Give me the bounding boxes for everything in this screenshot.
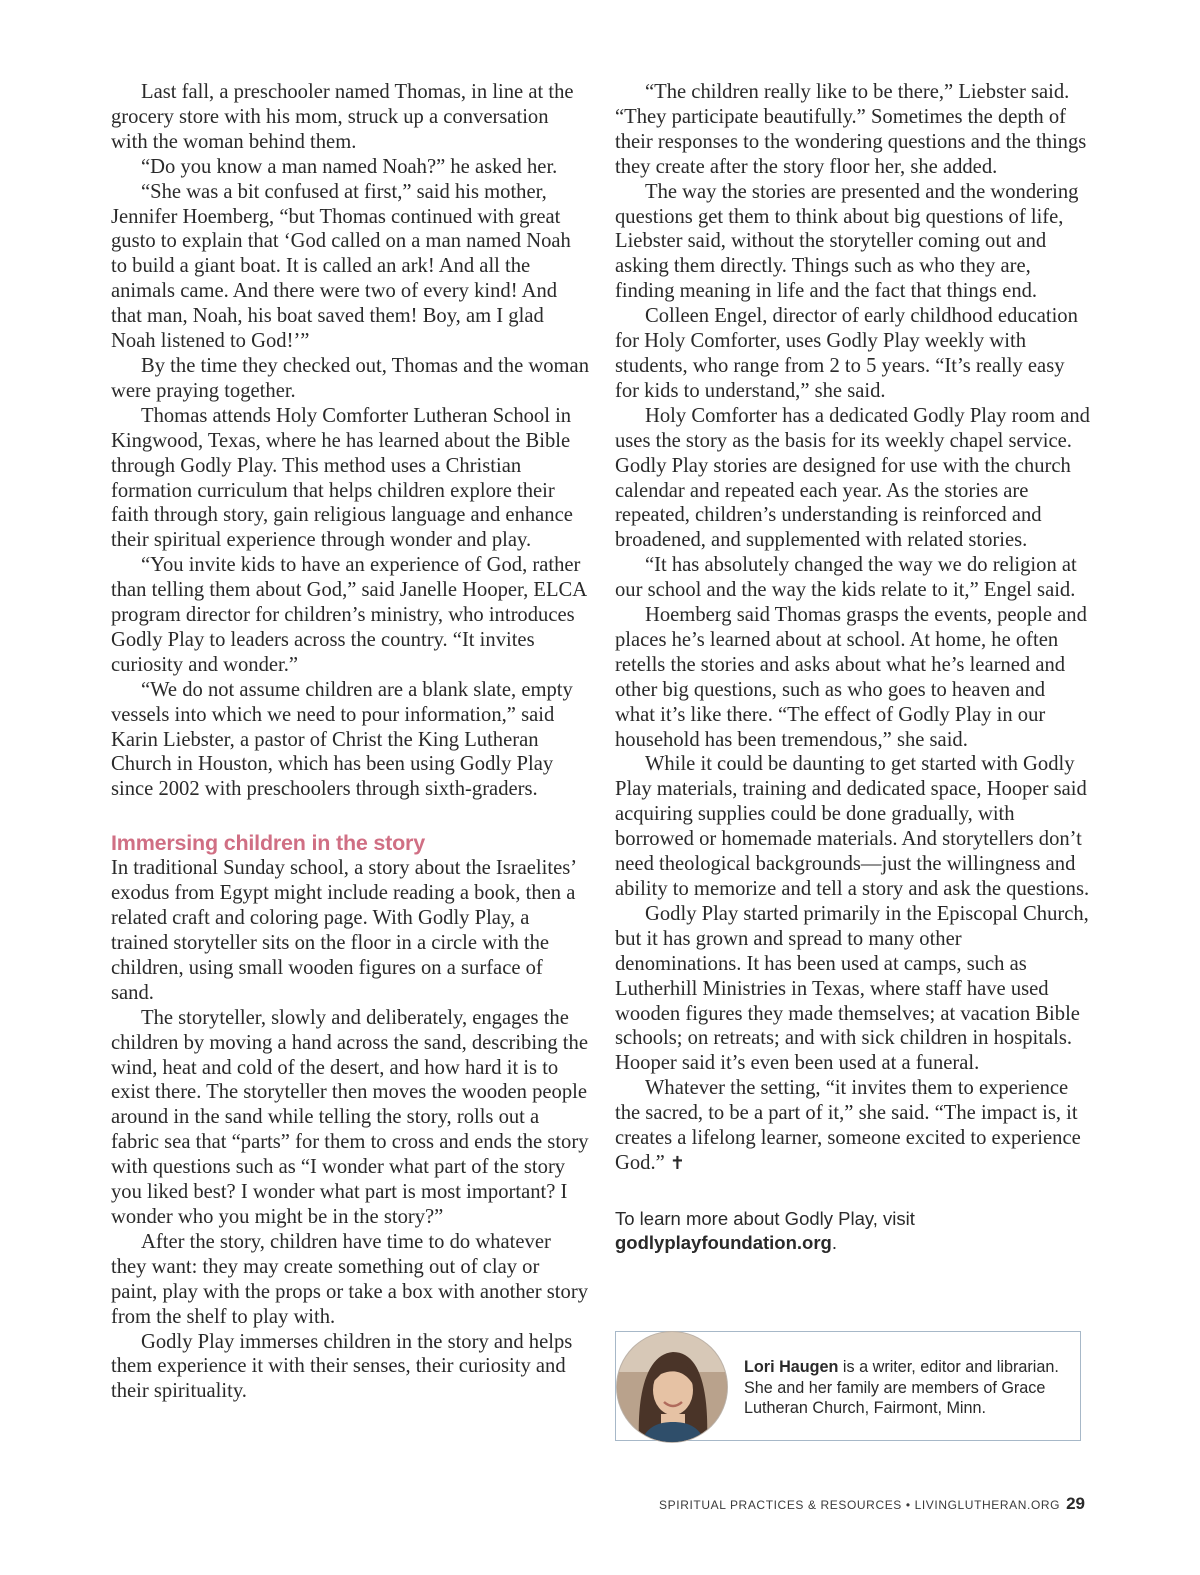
right-paragraphs: [615, 80, 1090, 1177]
author-bio-description: is a writer, editor and librarian. She and her family are members of Grace Lutheran Church, Fairmont, Minn.: [744, 1358, 1059, 1418]
page-footer: [659, 1494, 1085, 1514]
author-portrait-icon: [617, 1332, 727, 1442]
paragraph: “It has absolutely changed the way we do religion at our school and the way the kids relate to it,” Engel said.: [615, 554, 1077, 602]
paragraph-text: Whatever the setting, “it invites them to experience the sacred, to be a part of it,” she said. “The impact is, it creates a lifelong learner, someone excited to experience God.”: [615, 1077, 1081, 1174]
paragraph: While it could be daunting to get started with Godly Play materials, training and dedicated space, Hooper said acquiring supplies could be done gradually, with borrowed or homemade materials. And storytellers don’t need theological backgrounds—just the willingness and ability to memorize and tell a story and ask the questions.: [615, 753, 1090, 900]
paragraph: “Do you know a man named Noah?” he asked her.: [141, 155, 558, 178]
author-bio-text: [744, 1357, 1074, 1419]
paragraph: Thomas attends Holy Comforter Lutheran School in Kingwood, Texas, where he has learned about the Bible through Godly Play. This method uses a Christian formation curriculum that helps children explore their faith through story, gain religious language and enhance their spiritual experience through wonder and play.: [111, 404, 573, 552]
paragraph: “The children really like to be there,” Liebster said. “They participate beautifully.” Sometimes the depth of their responses to the wondering questions and the things they create after the story floor her, she added.: [615, 81, 1087, 178]
end-cross-icon: ✝: [669, 1152, 686, 1174]
paragraph: After the story, children have time to do whatever they want: they may create something out of clay or paint, play with the props or take a box with another story from the shelf to play with.: [111, 1230, 588, 1328]
learn-more-period: .: [831, 1232, 837, 1254]
paragraph: Colleen Engel, director of early childhood education for Holy Comforter, uses Godly Play weekly with students, who range from 2 to 5 years. “It’s really easy for kids to understand,” she said.: [615, 305, 1078, 402]
author-avatar: [617, 1332, 727, 1442]
paragraph: “We do not assume children are a blank slate, empty vessels into which we need to pour information,” said Karin Liebster, a pastor of Christ the King Lutheran Church in Houston, which has been using Godly Play since 2002 with preschoolers through sixth-graders.: [111, 678, 573, 801]
left-paragraphs: [111, 80, 589, 802]
paragraph: “You invite kids to have an experience of God, rather than telling them about God,” said Janelle Hooper, ELCA program director for children’s ministry, who introduces Godly Play to leaders across the country. “It invites curiosity and wonder.”: [111, 554, 587, 676]
left-column: [111, 80, 589, 1404]
author-name: Lori Haugen: [744, 1358, 839, 1376]
paragraph: Hoemberg said Thomas grasps the events, people and places he’s learned about at school. At home, he often retells the stories and asks about what he’s learned and other big questions, such as who goes to heaven and what it’s like there. “The effect of Godly Play in our household has been tremendous,” she said.: [615, 604, 1087, 751]
section-subhead: Immersing children in the story: [111, 831, 425, 856]
page-number: 29: [1066, 1494, 1085, 1513]
learn-more: [615, 1207, 1090, 1256]
right-column: [615, 80, 1090, 1256]
learn-more-link[interactable]: godlyplayfoundation.org: [615, 1232, 832, 1254]
paragraph: [615, 1076, 1090, 1177]
learn-more-text: To learn more about Godly Play, visit: [615, 1207, 915, 1229]
footer-section: SPIRITUAL PRACTICES & RESOURCES • LIVINGLUTHERAN.ORG: [659, 1498, 1061, 1512]
paragraph: Godly Play immerses children in the story and helps them experience it with their senses, their curiosity and their spirituality.: [111, 1330, 573, 1403]
section-paragraphs: [111, 856, 589, 1404]
paragraph: “She was a bit confused at first,” said his mother, Jennifer Hoemberg, “but Thomas continued with great gusto to explain that ‘God called on a man named Noah to build a giant boat. It is called an ark! And all the animals came. And there were two of every kind! And that man, Noah, his boat saved them! Boy, am I glad Noah listened to God!’”: [111, 180, 571, 353]
paragraph: The way the stories are presented and the wondering questions get them to think about big questions of life, Liebster said, without the storyteller coming out and asking them directly. Things such as who they are, finding meaning in life and the fact that things end.: [615, 180, 1079, 303]
paragraph: Godly Play started primarily in the Episcopal Church, but it has grown and spread to many other denominations. It has been used at camps, such as Lutherhill Ministries in Texas, where staff have used wooden figures they made themselves; at vacation Bible schools; on retreats; and with sick children in hospitals. Hooper said it’s even been used at a funeral.: [615, 902, 1089, 1075]
paragraph: In traditional Sunday school, a story about the Israelites’ exodus from Egypt might include reading a book, then a related craft and coloring page. With Godly Play, a trained storyteller sits on the floor in a circle with the children, using small wooden figures on a surface of sand.: [111, 857, 576, 1004]
paragraph: By the time they checked out, Thomas and the woman were praying together.: [111, 354, 589, 402]
paragraph: The storyteller, slowly and deliberately, engages the children by moving a hand across the sand, describing the wind, heat and cold of the desert, and how hard it is to exist there. The storyteller then moves the wooden people around in the sand while telling the story, rolls out a fabric sea that “parts” for them to cross and ends the story with questions such as “I wonder what part of the story you liked best? I wonder what part is most important? I wonder who you might be in the story?”: [111, 1006, 589, 1228]
paragraph: Last fall, a preschooler named Thomas, in line at the grocery store with his mom, struck up a conversation with the woman behind them.: [111, 81, 574, 153]
paragraph: Holy Comforter has a dedicated Godly Play room and uses the story as the basis for its weekly chapel service. Godly Play stories are designed for use with the church calendar and repeated each year. As the stories are repeated, children’s understanding is reinforced and broadened, and supplemented with related stories.: [615, 404, 1090, 552]
